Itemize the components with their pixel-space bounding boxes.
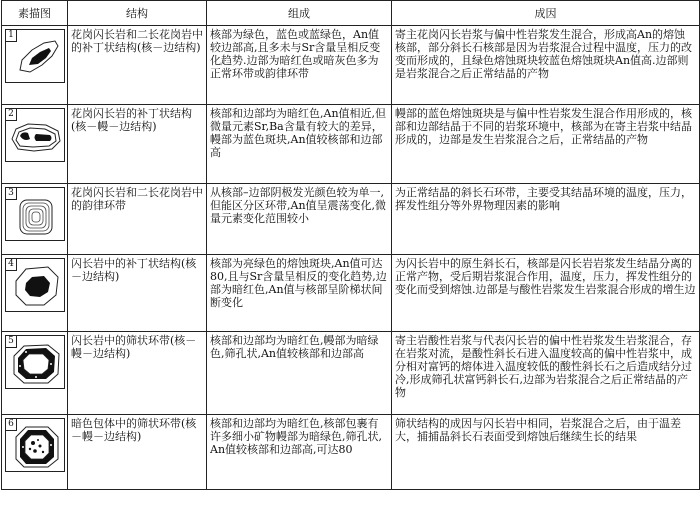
structure-cell: 闪长岩中的补丁状结构(核－边结构) (68, 255, 207, 332)
sketch-figure (5, 29, 65, 83)
sketch-number: 5 (6, 336, 17, 348)
structure-cell: 花岗闪长岩的补丁状结构(核－幔－边结构) (68, 105, 207, 184)
sketch-figure (5, 418, 65, 472)
sketch-figure (5, 258, 65, 312)
origin-cell: 为正常结晶的斜长石环带，主要受其结晶环境的温度，压力，挥发性组分等外界物理因素的影响 (392, 184, 700, 255)
sketch-number: 6 (6, 419, 17, 431)
sketch-number: 2 (6, 109, 17, 121)
origin-cell: 幔部的蓝色熔蚀斑块是与偏中性岩浆发生混合作用形成的，核部和边部结晶于不同的岩浆环境中，核部为在寄主岩浆中结晶形成的，边部是发生岩浆混合之后，正常结晶的产物 (392, 105, 700, 184)
composition-cell: 从核部–边部阴极发光颜色较为单一,但能区分区环带,An值呈震荡变化,微量元素变化范围较小 (207, 184, 392, 255)
sketch-cell (2, 26, 68, 105)
origin-cell: 筛状结构的成因与闪长岩中相同，岩浆混合之后，由于温差大，捕捕晶斜长石表面受到熔蚀后继续生长的结果 (392, 415, 700, 490)
composition-cell: 核部和边部均为暗红色,An值相近,但微量元素Sr,Ba含量有较大的差异，幔部为蓝色斑块,An值较核部和边部高 (207, 105, 392, 184)
table-row (2, 105, 700, 184)
origin-cell: 寄主岩酸性岩浆与代表闪长岩的偏中性岩浆发生岩浆混合，存在岩浆对流，是酸性斜长石进入温度较高的偏中性岩浆中，成分相对富钙的熔体进入温度较低的酸性斜长石之后造成结分过冷,形成筛孔状富钙斜长石,边部为岩浆混合之后正常结晶的产物 (392, 332, 700, 415)
sketch-figure (5, 108, 65, 162)
composition-cell: 核部和边部均为暗红色,核部包裹有许多细小矿物幔部为暗绿色,筛孔状,An值较核部和边部高,可达80 (207, 415, 392, 490)
structure-cell: 闪长岩中的筛状环带(核－幔－边结构) (68, 332, 207, 415)
sketch-cell (2, 415, 68, 490)
composition-cell: 核部和边部均为暗红色,幔部为暗绿色,筛孔状,An值较核部和边部高 (207, 332, 392, 415)
sketch-figure (5, 187, 65, 241)
mineral-zoning-table (1, 0, 700, 490)
origin-cell: 为闪长岩中的原生斜长石，核部是闪长岩岩浆发生结晶分离的正常产物，受后期岩浆混合作用，温度，压力，挥发性组分的变化而受到熔蚀.边部是与酸性岩浆发生岩浆混合形成的增生边 (392, 255, 700, 332)
origin-cell: 寄主花岗闪长岩浆与偏中性岩浆发生混合，形成高An的熔蚀核部，部分斜长石核部是因为岩浆混合过程中温度，压力的改变而形成的，且绿色熔蚀斑块较蓝色熔蚀斑块An值高.边部则是岩浆混合之后正常结晶的产物 (392, 26, 700, 105)
header-structure: 结构 (68, 1, 207, 26)
structure-cell: 暗色包体中的筛状环带(核－幔－边结构) (68, 415, 207, 490)
structure-cell: 花岗闪长岩和二长花岗岩中的韵律环带 (68, 184, 207, 255)
header-sketch: 素描图 (2, 1, 68, 26)
header-origin: 成因 (392, 1, 700, 26)
sketch-number: 1 (6, 30, 17, 42)
composition-cell: 核部为亮绿色的熔蚀斑块,An值可达80,且与Sr含量呈相反的变化趋势,边部为暗红色,An值与核部呈阶梯状间断变化 (207, 255, 392, 332)
sketch-number: 4 (6, 259, 17, 271)
sketch-figure (5, 335, 65, 389)
sketch-number: 3 (6, 188, 17, 200)
composition-cell: 核部为绿色，蓝色或蓝绿色，An值较边部高,且多未与Sr含量呈相反变化趋势.边部为暗红色或暗灰色多为正常环带或韵律环带 (207, 26, 392, 105)
sketch-cell (2, 332, 68, 415)
sketch-cell (2, 255, 68, 332)
sketch-cell (2, 105, 68, 184)
header-row (2, 1, 700, 26)
table-row (2, 26, 700, 105)
table-row (2, 184, 700, 255)
table-row (2, 415, 700, 490)
sketch-cell (2, 184, 68, 255)
structure-cell: 花岗闪长岩和二长花岗岩中的补丁状结构(核－边结构) (68, 26, 207, 105)
header-composition: 组成 (207, 1, 392, 26)
table-row (2, 255, 700, 332)
table-row (2, 332, 700, 415)
